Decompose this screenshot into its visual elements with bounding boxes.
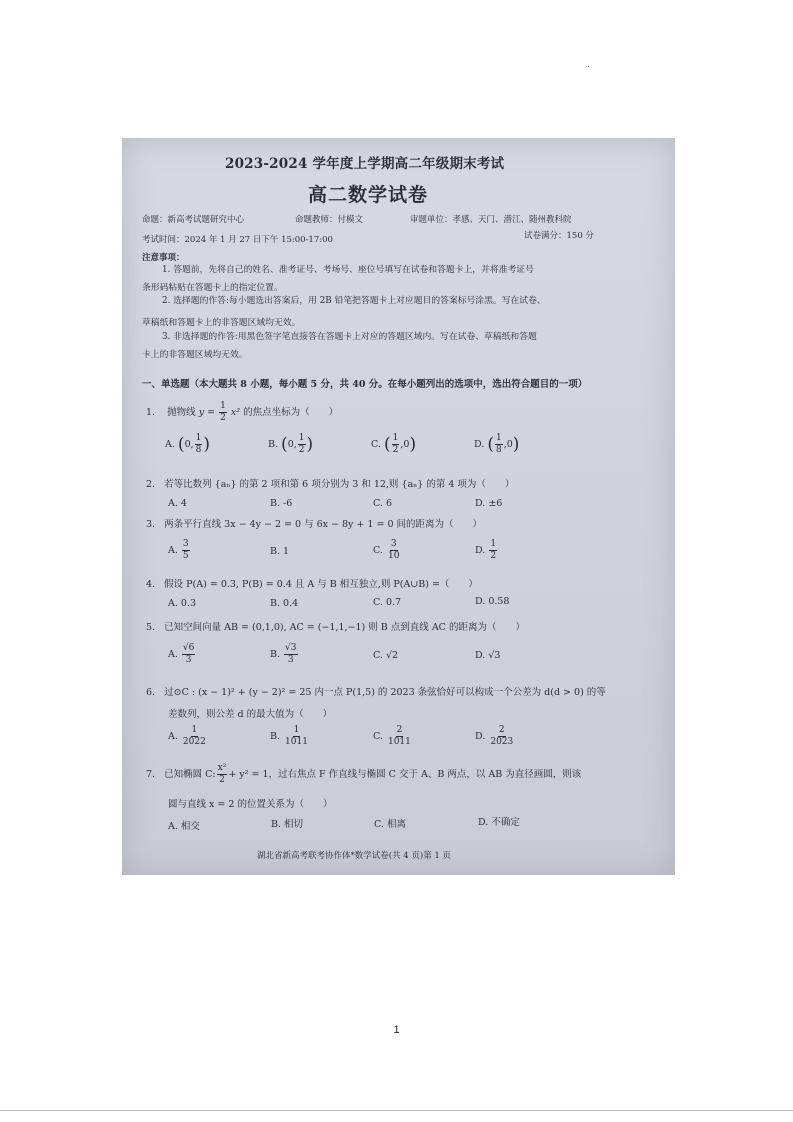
q6-option-d: D. $\frac{2}{2023}$	[475, 725, 514, 747]
q3-option-b: B. 1	[270, 546, 290, 557]
q1-lhs: y =	[198, 407, 216, 418]
q4-option-b: B. 0.4	[270, 598, 299, 609]
q2-option-c: C. 6	[373, 498, 393, 509]
q7-option-a: A. 相交	[168, 821, 200, 832]
note-3b: 卡上的非答题区域均无效。	[142, 350, 248, 360]
question-6: 6. 过⊙C : (x − 1)² + (y − 2)² = 25 内一点 P(1,5) 的 2023 条弦恰好可以构成一个公差为 d(d > 0) 的等	[146, 687, 606, 698]
q1-rhs: x²	[230, 407, 241, 418]
q4-option-d: D. 0.58	[475, 596, 510, 607]
q7-option-b: B. 相切	[271, 819, 304, 830]
question-4: 4. 假设 P(A) = 0.3, P(B) = 0.4 且 A 与 B 相互独立,则 P(A∪B) =（ ）	[146, 579, 478, 590]
q1-option-a: A. (0, $\frac{1}{8}$ )	[165, 433, 211, 455]
q7-option-d: D. 不确定	[478, 817, 520, 828]
note-1b: 条形码粘贴在答题卡上的指定位置。	[142, 283, 283, 293]
question-7-line2: 圆与直线 x = 2 的位置关系为（ ）	[168, 799, 333, 810]
q1-option-d: D. ( $\frac{1}{8}$ ,0)	[474, 433, 520, 455]
q2-option-b: B. -6	[270, 498, 293, 509]
q1-option-b: B. (0, $\frac{1}{2}$ )	[268, 433, 314, 455]
page-number: 1	[393, 1024, 400, 1036]
q6-option-c: C. $\frac{2}{1011}$	[373, 725, 411, 747]
exam-time: 考试时间：2024 年 1 月 27 日下午 15:00-17:00	[142, 235, 333, 245]
q4-option-a: A. 0.3	[168, 598, 197, 609]
scan-speck	[588, 66, 589, 67]
question-6-line2: 差数列，则公差 d 的最大值为（ ）	[168, 709, 333, 720]
q3-option-a: A. $\frac{3}{5}$	[168, 539, 189, 561]
q1-post: 的焦点坐标为（ ）	[243, 407, 339, 418]
q2-option-a: A. 4	[168, 498, 187, 509]
question-2: 2. 若等比数列 {aₙ} 的第 2 项和第 6 项分别为 3 和 12,则 {aₙ} 的第 4 项为（ ）	[146, 479, 515, 490]
exam-photo	[122, 138, 675, 875]
q1-option-c: C. ( $\frac{1}{2}$ ,0)	[371, 433, 417, 455]
note-2: 2. 选择题的作答:每小题选出答案后，用 2B 铅笔把答题卡上对应题目的答案标号涂黑。写在试卷、	[162, 296, 546, 306]
subject-title: 高二数学试卷	[308, 184, 429, 206]
q1-fraction: $\frac{1}{2}$	[220, 401, 226, 423]
bottom-divider	[0, 1110, 793, 1111]
proposer: 命题：新高考试题研究中心	[142, 215, 245, 225]
q2-option-d: D. ±6	[475, 498, 503, 509]
question-5: 5. 已知空间向量 AB = (0,1,0), AC = (−1,1,−1) 则 B 点到直线 AC 的距离为（ ）	[146, 622, 525, 633]
q6-option-b: B. $\frac{1}{1011}$	[270, 725, 308, 747]
q5-option-c: C. √2	[373, 650, 399, 661]
paper-footer: 湖北省新高考联考协作体*数学试卷(共 4 页)第 1 页	[257, 851, 452, 861]
q1-number: 1.	[146, 407, 156, 418]
question-7: 7. 已知椭圆 C: $\frac{\text{x²}}{2}$ + y² = 1，过右焦点 F 作直线与椭圆 C 交于 A、B 两点，以 AB 为直径画圆，则该	[146, 763, 582, 785]
q1-pre: 抛物线	[167, 407, 196, 418]
q6-option-a: A. $\frac{1}{2022}$	[168, 725, 206, 747]
q5-option-a: A. $\frac{√6}{3}$	[168, 643, 195, 665]
note-1: 1. 答题前，先将自己的姓名、准考证号、考场号、座位号填写在试卷和答题卡上，并将准考证号	[162, 265, 534, 275]
notes-heading: 注意事项：	[142, 253, 185, 263]
question-1	[146, 402, 338, 423]
teacher: 命题教师：付模文	[295, 215, 364, 225]
q5-option-b: B. $\frac{√3}{3}$	[270, 643, 297, 665]
note-2b: 草稿纸和答题卡上的非答题区域均无效。	[142, 318, 301, 328]
q7-option-c: C. 相离	[374, 819, 406, 830]
section-1-title: 一、单选题（本大题共 8 小题，每小题 5 分，共 40 分。在每小题列出的选项中，选出符合题目的一项）	[142, 379, 588, 390]
q4-option-c: C. 0.7	[373, 597, 402, 608]
note-3: 3. 非选择题的作答:用黑色签字笔直接答在答题卡上对应的答题区域内。写在试卷、草稿纸和答题	[162, 332, 537, 342]
full-score: 试卷满分：150 分	[524, 231, 594, 241]
q3-option-d: D. $\frac{1}{2}$	[475, 539, 497, 561]
q5-option-d: D. √3	[475, 650, 501, 661]
question-3: 3. 两条平行直线 3x − 4y − 2 = 0 与 6x − 8y + 1 = 0 间的距离为（ ）	[146, 519, 483, 530]
review-unit: 审题单位：孝感、天门、潜江、随州教科院	[410, 215, 572, 225]
exam-title: 2023-2024 学年度上学期高二年级期末考试	[225, 156, 505, 172]
q3-option-c: C. $\frac{3}{10}$	[373, 539, 400, 561]
